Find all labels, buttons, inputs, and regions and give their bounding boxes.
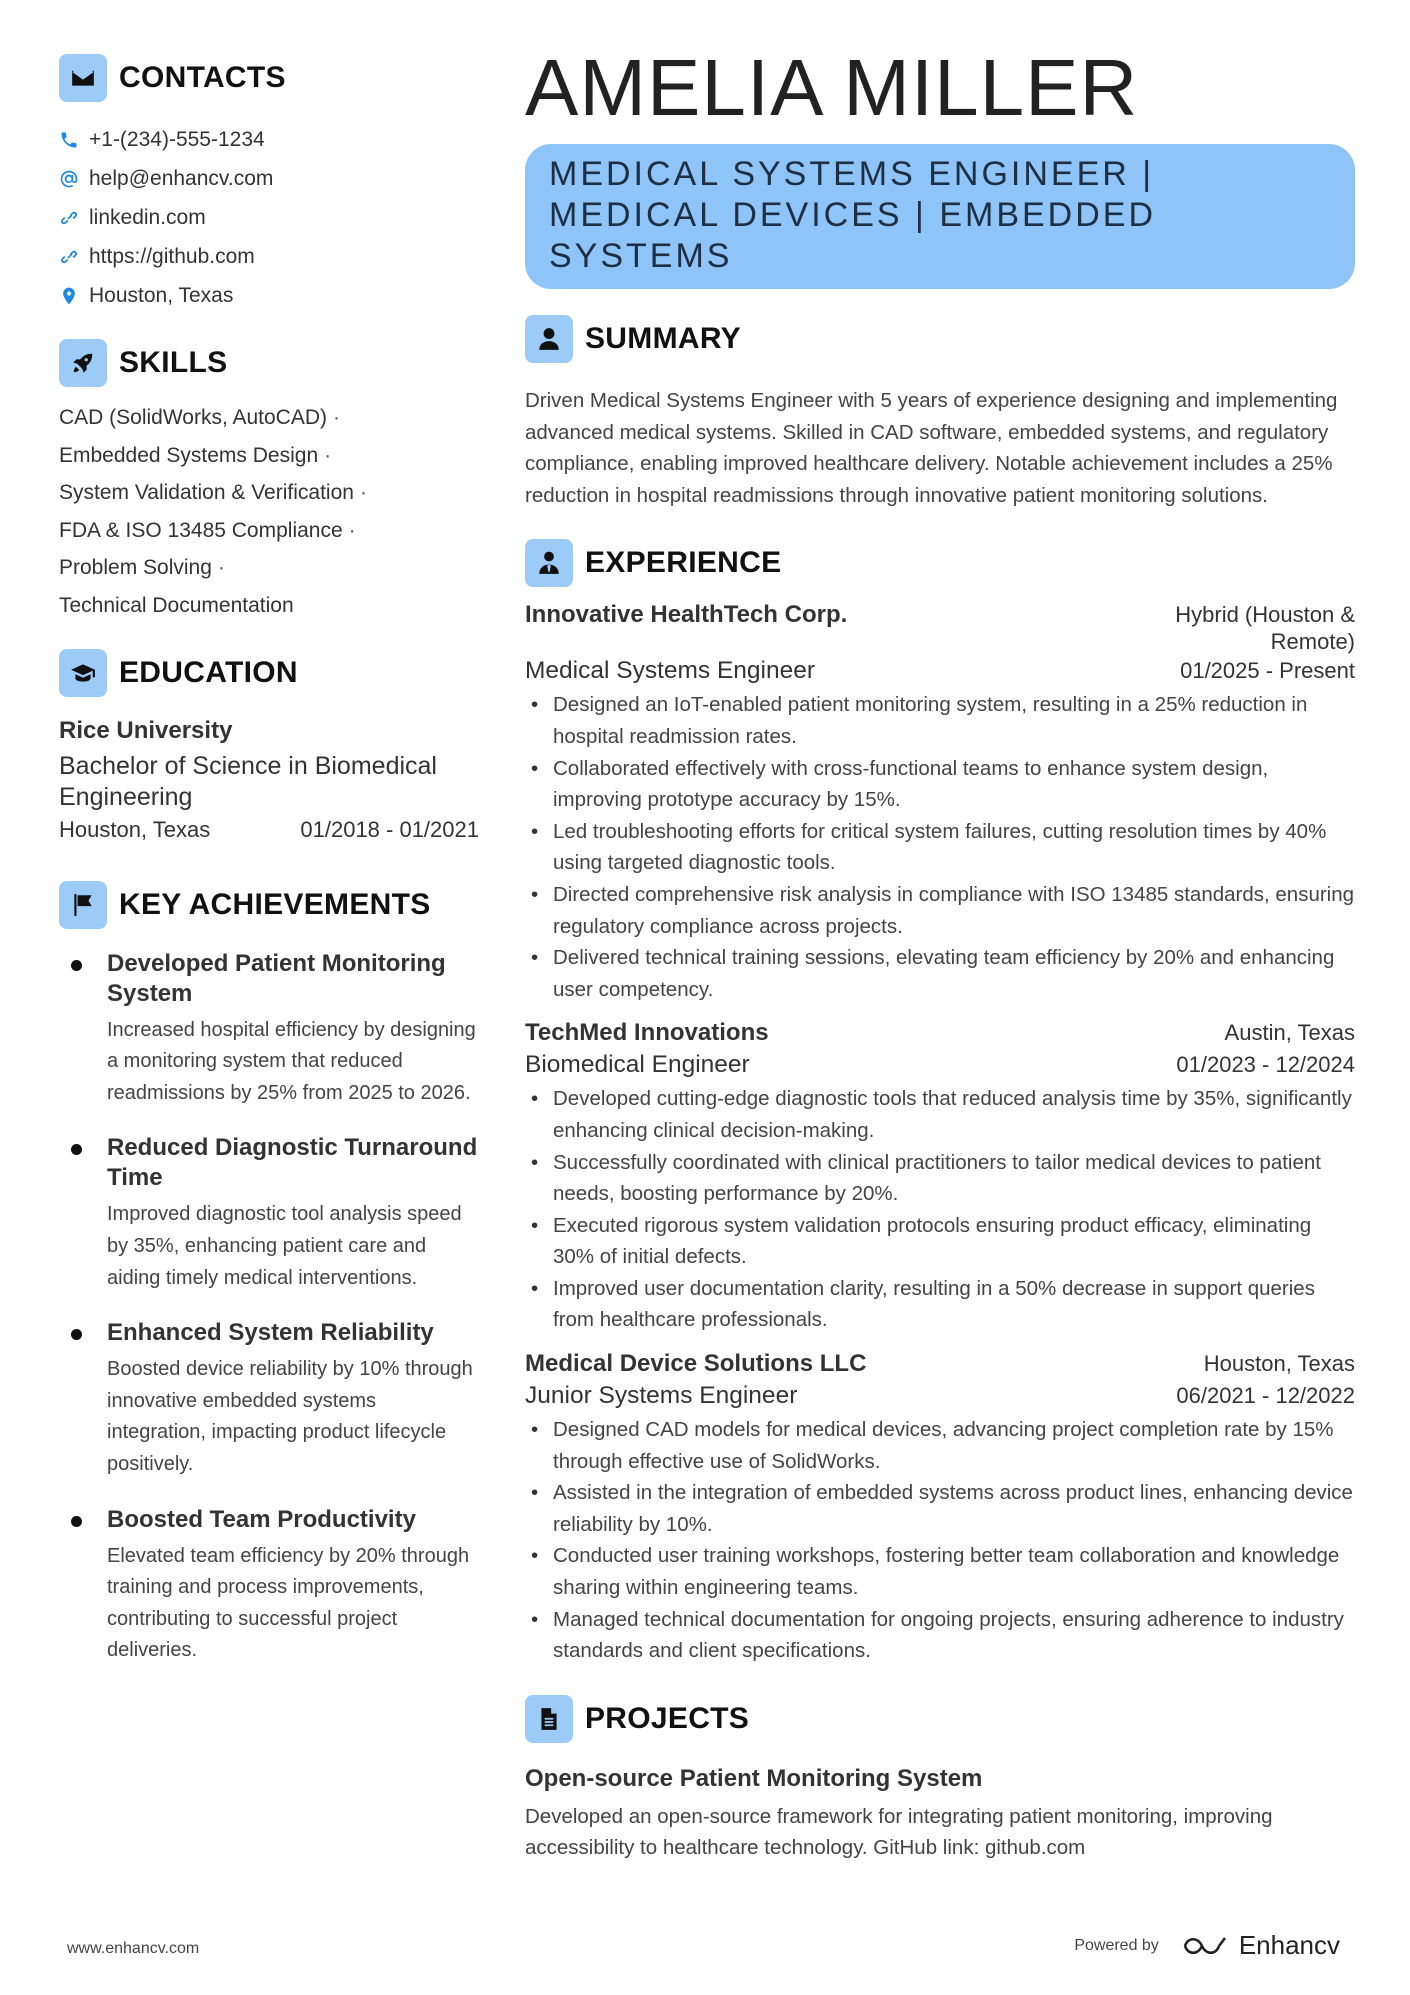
job-entry [525,601,1355,1005]
document-icon [525,1695,573,1743]
contact-linkedin[interactable] [59,198,479,237]
achievement-item [59,1505,479,1667]
job-bullet: • Collaborated effectively with cross-functional teams to enhance system design, improving prototype accuracy by 15%. [525,753,1355,816]
job-bullet: • Led troubleshooting efforts for critical system failures, cutting resolution times by 40% using targeted diagnostic tools. [525,816,1355,879]
link-icon [59,247,79,267]
footer-branding [1074,1930,1340,1961]
education-school: Rice University [59,716,233,744]
job-bullet: • Improved user documentation clarity, resulting in a 50% decrease in support queries from healthcare professionals. [525,1273,1355,1336]
at-icon [59,169,79,189]
summary-title: SUMMARY [585,322,741,355]
skills-header [59,339,479,387]
achievement-title: Enhanced System Reliability [107,1319,434,1347]
contact-github[interactable] [59,237,479,276]
bullet-icon [71,1516,82,1527]
achievements-header [59,881,479,929]
summary-text: Driven Medical Systems Engineer with 5 years of experience designing and implementing advanced medical systems. Skilled in CAD software, embedded systems, and regulatory compliance, enabling improved healthcare delivery. Notable achievement includes a 25% reduction in hospital readmissions through innovative patient monitoring solutions. [525,389,1338,507]
job-bullet: • Managed technical documentation for ongoing projects, ensuring adherence to industry standards and client specifications. [525,1604,1355,1667]
job-dates: 06/2021 - 12/2022 [1176,1383,1355,1409]
candidate-name: AMELIA MILLER [525,43,1139,132]
projects-title: PROJECTS [585,1701,750,1735]
skill-item: Technical Documentation [59,593,294,617]
contact-location [59,276,479,315]
achievement-title: Developed Patient Monitoring System [107,949,446,1007]
experience-header [525,539,1355,587]
contact-phone[interactable] [59,120,479,159]
summary-header [525,315,1355,363]
job-bullet: • Designed CAD models for medical devices, advancing project completion rate by 15% through effective use of SolidWorks. [525,1414,1355,1477]
job-role: Junior Systems Engineer [525,1382,798,1410]
job-company: Medical Device Solutions LLC [525,1350,867,1378]
contact-email[interactable] [59,159,479,198]
link-icon [59,208,79,228]
skill-item: CAD (SolidWorks, AutoCAD) · [59,406,341,429]
job-bullet: • Delivered technical training sessions, elevating team efficiency by 20% and enhancing user competency. [525,942,1355,1005]
achievement-title: Boosted Team Productivity [107,1505,416,1533]
job-bullet: • Executed rigorous system validation protocols ensuring product efficacy, eliminating 30% of initial defects. [525,1210,1355,1273]
left-column [59,54,479,1691]
graduation-cap-icon [59,649,107,697]
contact-github-text: https://github.com [89,244,255,268]
job-entry [525,1350,1355,1667]
powered-by-label: Powered by [1074,1936,1159,1954]
job-entry [525,1019,1355,1336]
bullet-icon [71,1144,82,1155]
rocket-icon [59,339,107,387]
job-role: Biomedical Engineer [525,1051,750,1079]
experience-title: EXPERIENCE [585,546,782,580]
skills-list [59,399,479,625]
achievements-title: KEY ACHIEVEMENTS [119,887,431,921]
user-icon [525,315,573,363]
job-location: Austin, Texas [1224,1020,1355,1046]
education-meta [59,817,479,843]
skill-item: FDA & ISO 13485 Compliance · [59,518,356,542]
skills-title: SKILLS [119,346,228,379]
job-bullet: • Assisted in the integration of embedded systems across product lines, enhancing device reliability by 10%. [525,1477,1355,1540]
project-title: Open-source Patient Monitoring System [525,1764,983,1792]
footer-website[interactable]: www.enhancv.com [67,1940,200,1957]
contact-phone-text: +1-(234)-555-1234 [89,127,265,151]
achievement-desc: Boosted device reliability by 10% through innovative embedded systems integration, impacting product lifecycle positively. [107,1358,473,1475]
job-bullet: • Conducted user training workshops, fostering better team collaboration and knowledge sharing within engineering teams. [525,1540,1355,1603]
achievement-item [59,1318,479,1480]
job-bullet: • Developed cutting-edge diagnostic tools that reduced analysis time by 35%, significantly enhancing clinical decision-making. [525,1083,1355,1146]
bullet-icon [71,960,82,971]
achievement-desc: Elevated team efficiency by 20% through training and process improvements, contributing to successful project deliveries. [107,1544,470,1662]
skill-item: Problem Solving · [59,556,225,580]
education-header [59,649,479,697]
education-location: Houston, Texas [59,816,211,842]
job-bullet: • Successfully coordinated with clinical practitioners to tailor medical devices to patient needs, boosting performance by 20%. [525,1147,1355,1210]
skill-item: System Validation & Verification · [59,481,367,505]
job-bullet: • Designed an IoT-enabled patient monitoring system, resulting in a 25% reduction in hospital readmission rates. [525,689,1355,752]
projects-header [525,1695,1355,1743]
job-location: Houston, Texas [1203,1351,1355,1377]
contact-linkedin-text: linkedin.com [89,205,206,229]
job-role: Medical Systems Engineer [525,657,816,685]
job-bullets [525,1083,1355,1336]
flag-icon [59,881,107,929]
contact-email-text: help@enhancv.com [89,166,274,190]
bullet-icon [71,1329,82,1340]
job-location: Hybrid (Houston & Remote) [1175,602,1355,655]
job-bullets [525,1414,1355,1667]
enhancv-brand[interactable] [1183,1930,1340,1961]
contact-location-text: Houston, Texas [89,283,234,307]
project-desc: Developed an open-source framework for integrating patient monitoring, improving accessibility to healthcare technology. GitHub link: github.com [525,1804,1273,1860]
achievements-list [59,949,479,1667]
contacts-header [59,54,479,102]
location-pin-icon [59,286,79,306]
education-title: EDUCATION [119,655,298,689]
education-degree: Bachelor of Science in Biomedical Engineering [59,751,437,811]
headline-banner: MEDICAL SYSTEMS ENGINEER | MEDICAL DEVICES | EMBEDDED SYSTEMS [525,144,1355,289]
right-column [525,40,1355,1864]
enhancv-brand-text: Enhancv [1238,1930,1340,1960]
achievement-item [59,1133,479,1294]
job-company: Innovative HealthTech Corp. [525,601,848,629]
achievement-desc: Improved diagnostic tool analysis speed by 35%, enhancing patient care and aiding timely medical interventions. [107,1203,462,1289]
achievement-desc: Increased hospital efficiency by designing a monitoring system that reduced readmissions by 25% from 2025 to 2026. [107,1018,476,1104]
envelope-icon [59,54,107,102]
contacts-title: CONTACTS [119,61,286,94]
education-dates: 01/2018 - 01/2021 [300,816,479,842]
job-company: TechMed Innovations [525,1019,769,1047]
job-bullets [525,689,1355,1005]
job-dates: 01/2025 - Present [1180,658,1355,684]
achievement-item [59,949,479,1110]
enhancv-logo-icon [1183,1934,1229,1958]
achievement-title: Reduced Diagnostic Turnaround Time [107,1134,478,1192]
job-dates: 01/2023 - 12/2024 [1176,1052,1355,1078]
skill-item: Embedded Systems Design · [59,443,332,467]
phone-icon [59,130,79,150]
contacts-list [59,120,479,315]
user-tie-icon [525,539,573,587]
job-bullet: • Directed comprehensive risk analysis in compliance with ISO 13485 standards, ensuring regulatory compliance across projects. [525,879,1355,942]
